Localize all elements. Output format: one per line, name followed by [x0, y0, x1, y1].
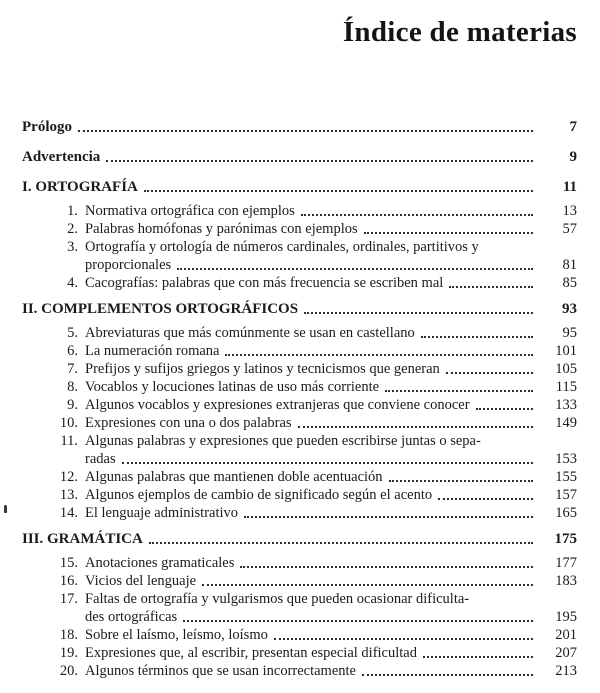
toc-entry: [22, 414, 577, 432]
entry-page: 157: [555, 487, 577, 503]
toc-entry-continuation: [22, 256, 577, 274]
toc-entry: [22, 554, 577, 572]
toc-entry: [22, 432, 577, 450]
dot-leader: [78, 130, 533, 132]
dot-leader: [362, 674, 533, 676]
entry-page: 95: [562, 325, 577, 341]
dot-leader: [385, 390, 533, 392]
toc-entry: [22, 662, 577, 680]
toc-entry: [22, 342, 577, 360]
entry-title: Anotaciones gramaticales: [85, 555, 235, 571]
toc-entry: [22, 360, 577, 378]
entry-number: 5.: [67, 325, 78, 341]
toc-entry-continuation: [22, 450, 577, 468]
table-of-contents: [22, 118, 577, 680]
section-title: I. ORTOGRAFÍA: [22, 179, 138, 195]
entry-number: 9.: [67, 397, 78, 413]
entry-number: 2.: [67, 221, 78, 237]
entry-title: Prólogo: [22, 119, 72, 135]
entry-title: Palabras homófonas y parónimas con ejemplos: [85, 221, 358, 237]
entry-page: 7: [569, 119, 577, 135]
entry-number: 8.: [67, 379, 78, 395]
toc-entry: [22, 238, 577, 256]
entry-number: 6.: [67, 343, 78, 359]
entry-number: 12.: [59, 469, 78, 485]
entry-number: 17.: [59, 591, 78, 607]
toc-entry: [22, 274, 577, 292]
entry-page: 133: [555, 397, 577, 413]
toc-entry-continuation: [22, 608, 577, 626]
section-title: III. GRAMÁTICA: [22, 531, 143, 547]
entry-number: 13.: [59, 487, 78, 503]
toc-entry: [22, 324, 577, 342]
dot-leader: [389, 480, 533, 482]
dot-leader: [421, 336, 533, 338]
dot-leader: [301, 214, 533, 216]
entry-title: La numeración romana: [85, 343, 220, 359]
entry-page: 213: [555, 663, 577, 679]
dot-leader: [449, 286, 533, 288]
dot-leader: [240, 566, 533, 568]
entry-title: Advertencia: [22, 149, 101, 165]
toc-section-gramatica: [22, 530, 577, 548]
toc-entry-advertencia: [22, 148, 577, 166]
entry-title-line2: des ortográficas: [85, 609, 178, 625]
toc-section-complementos: [22, 300, 577, 318]
entry-number: 16.: [59, 573, 78, 589]
entry-page: 155: [555, 469, 577, 485]
dot-leader: [106, 160, 533, 162]
entry-page: 85: [562, 275, 577, 291]
entry-number: 10.: [59, 415, 78, 431]
entry-page: 153: [555, 451, 577, 467]
dot-leader: [298, 426, 533, 428]
entry-page: 11: [562, 179, 577, 195]
section-title: II. COMPLEMENTOS ORTOGRÁFICOS: [22, 301, 299, 317]
dot-leader: [144, 190, 533, 192]
toc-entry: [22, 644, 577, 662]
entry-title: Algunos ejemplos de cambio de significado según el acento: [85, 487, 433, 503]
entry-number: 4.: [67, 275, 78, 291]
toc-entry: [22, 378, 577, 396]
entry-number: 11.: [60, 433, 78, 449]
dot-leader: [149, 542, 533, 544]
entry-page: 195: [555, 609, 577, 625]
entry-title: Vocablos y locuciones latinas de uso más corriente: [85, 379, 380, 395]
entry-page: 115: [555, 379, 577, 395]
entry-page: 9: [569, 149, 577, 165]
entry-number: 1.: [67, 203, 78, 219]
entry-title: El lenguaje administrativo: [85, 505, 239, 521]
entry-title: Algunos términos que se usan incorrectamente: [85, 663, 356, 679]
toc-entry: [22, 220, 577, 238]
entry-page: 207: [555, 645, 577, 661]
dot-leader: [122, 462, 533, 464]
toc-entry: [22, 486, 577, 504]
entry-number: 20.: [59, 663, 78, 679]
entry-title: Abreviaturas que más comúnmente se usan en castellano: [85, 325, 415, 341]
toc-entry: [22, 504, 577, 522]
scan-artifact-mark: [4, 505, 7, 513]
toc-entry: [22, 468, 577, 486]
entry-title: Normativa ortográfica con ejemplos: [85, 203, 295, 219]
entry-page: 81: [562, 257, 577, 273]
dot-leader: [476, 408, 533, 410]
toc-entry: [22, 626, 577, 644]
entry-title-line1: Algunas palabras y expresiones que pueden escribirse juntas o sepa-: [85, 433, 481, 449]
toc-entry-prologo: [22, 118, 577, 136]
entry-title: Expresiones que, al escribir, presentan especial dificultad: [85, 645, 417, 661]
entry-title: Expresiones con una o dos palabras: [85, 415, 292, 431]
entry-page: 101: [555, 343, 577, 359]
entry-page: 105: [555, 361, 577, 377]
entry-title-line1: Faltas de ortografía y vulgarismos que pueden ocasionar dificulta-: [85, 591, 470, 607]
dot-leader: [183, 620, 533, 622]
entry-number: 18.: [59, 627, 78, 643]
entry-title-line2: proporcionales: [85, 257, 172, 273]
toc-entry: [22, 202, 577, 220]
entry-page: 175: [554, 531, 577, 547]
toc-entry: [22, 590, 577, 608]
dot-leader: [225, 354, 533, 356]
dot-leader: [177, 268, 533, 270]
entry-title: Cacografías: palabras que con más frecuencia se escriben mal: [85, 275, 444, 291]
dot-leader: [446, 372, 533, 374]
entry-title: Vicios del lenguaje: [85, 573, 197, 589]
entry-page: 57: [562, 221, 577, 237]
entry-title: Prefijos y sufijos griegos y latinos y tecnicismos que generan: [85, 361, 440, 377]
entry-page: 177: [555, 555, 577, 571]
entry-page: 183: [555, 573, 577, 589]
entry-page: 149: [555, 415, 577, 431]
entry-title-line1: Ortografía y ortología de números cardinales, ordinales, partitivos y: [85, 239, 479, 255]
dot-leader: [304, 312, 533, 314]
entry-page: 13: [562, 203, 577, 219]
toc-entry: [22, 396, 577, 414]
dot-leader: [423, 656, 533, 658]
entry-number: 3.: [67, 239, 78, 255]
dot-leader: [274, 638, 533, 640]
dot-leader: [438, 498, 533, 500]
entry-number: 15.: [59, 555, 78, 571]
entry-title: Algunos vocablos y expresiones extranjeras que conviene conocer: [85, 397, 470, 413]
entry-page: 201: [555, 627, 577, 643]
dot-leader: [244, 516, 533, 518]
entry-number: 14.: [59, 505, 78, 521]
entry-page: 165: [555, 505, 577, 521]
page-title: Índice de materias: [342, 16, 577, 48]
entry-number: 7.: [67, 361, 78, 377]
toc-entry: [22, 572, 577, 590]
entry-number: 19.: [59, 645, 78, 661]
entry-title: Sobre el laísmo, leísmo, loísmo: [85, 627, 268, 643]
entry-page: 93: [562, 301, 577, 317]
entry-title: Algunas palabras que mantienen doble acentuación: [85, 469, 383, 485]
entry-title-line2: radas: [85, 451, 116, 467]
dot-leader: [364, 232, 533, 234]
toc-section-ortografia: [22, 178, 577, 196]
dot-leader: [202, 584, 533, 586]
